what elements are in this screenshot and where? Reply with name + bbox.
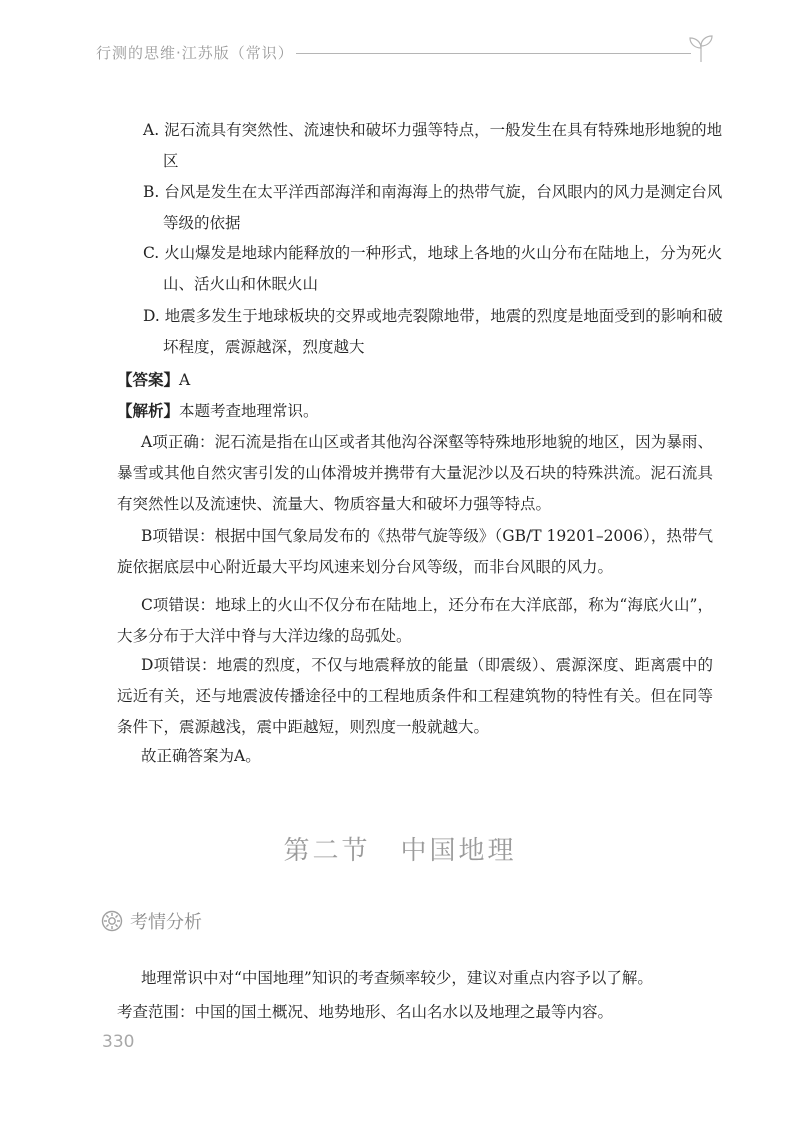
- answer-tag: 【答案】: [117, 370, 180, 389]
- option-b: [143, 177, 733, 239]
- running-header-title: 行测的思维·江苏版（常识）: [96, 44, 294, 62]
- analysis-line: [117, 395, 319, 427]
- exam-analysis-label: 考情分析: [130, 912, 202, 933]
- section-title: [0, 830, 800, 867]
- option-a-text: 泥石流具有突然性、流速快和破坏力强等特点，一般发生在具有特殊地形地貌的地区: [163, 121, 723, 170]
- explanation-d: D项错误：地震的烈度，不仅与地震释放的能量（即震级）、震源深度、距离震中的远近有关，还与地震波传播途径中的工程地质条件和工程建筑物的特性有关。但在同等条件下，震源越浅，震中距越短，则烈度一般就越大。: [117, 656, 713, 736]
- option-d-label: D.: [143, 307, 160, 325]
- running-header: [96, 38, 720, 68]
- gear-icon: [100, 909, 124, 937]
- answer-line: [117, 364, 190, 396]
- option-b-text: 台风是发生在太平洋西部海洋和南海海上的热带气旋，台风眼内的风力是测定台风等级的依据: [163, 183, 723, 232]
- exam-analysis-paragraph-1: 地理常识中对“中国地理”知识的考查频率较少，建议对重点内容予以了解。: [141, 969, 653, 987]
- option-c-label: C.: [143, 244, 160, 262]
- page-number: 330: [102, 1032, 135, 1052]
- analysis-intro-text: 本题考查地理常识。: [179, 402, 319, 420]
- explanation-b: B项错误：根据中国气象局发布的《热带气旋等级》（GB/T 19201–2006），热带气旋依据底层中心附近最大平均风速来划分台风等级，而非台风眼的风力。: [117, 527, 713, 576]
- analysis-tag: 【解析】: [117, 401, 180, 420]
- explanation-a: A项正确：泥石流是指在山区或者其他沟谷深壑等特殊地形地貌的地区，因为暴雨、暴雪或其他自然灾害引发的山体滑坡并携带有大量泥沙以及石块的特殊洪流。泥石流具有突然性以及流速快、流量大、物质容量大和破坏力强等特点。: [117, 433, 713, 513]
- option-a-label: A.: [143, 121, 160, 139]
- sprout-icon: [684, 32, 718, 70]
- section-number: 第二节: [283, 836, 371, 866]
- option-d: [143, 301, 733, 363]
- conclusion: 故正确答案为A。: [141, 747, 261, 765]
- exam-analysis-paragraph-2: 考查范围：中国的国土概况、地势地形、名山名水以及地理之最等内容。: [117, 1003, 614, 1021]
- section-name: 中国地理: [400, 836, 517, 866]
- explanation-c: C项错误：地球上的火山不仅分布在陆地上，还分布在大洋底部，称为“海底火山”，大多分布于大洋中脊与大洋边缘的岛弧处。: [117, 596, 713, 645]
- answer-value: A: [179, 371, 191, 389]
- option-b-label: B.: [143, 183, 160, 201]
- header-rule: [296, 53, 691, 54]
- option-c: [143, 238, 733, 300]
- option-a: [143, 115, 733, 177]
- option-c-text: 火山爆发是地球内能释放的一种形式，地球上各地的火山分布在陆地上，分为死火山、活火山和休眠火山: [163, 244, 723, 293]
- option-d-text: 地震多发生于地球板块的交界或地壳裂隙地带，地震的烈度是地面受到的影响和破坏程度，震源越深，烈度越大: [163, 307, 723, 356]
